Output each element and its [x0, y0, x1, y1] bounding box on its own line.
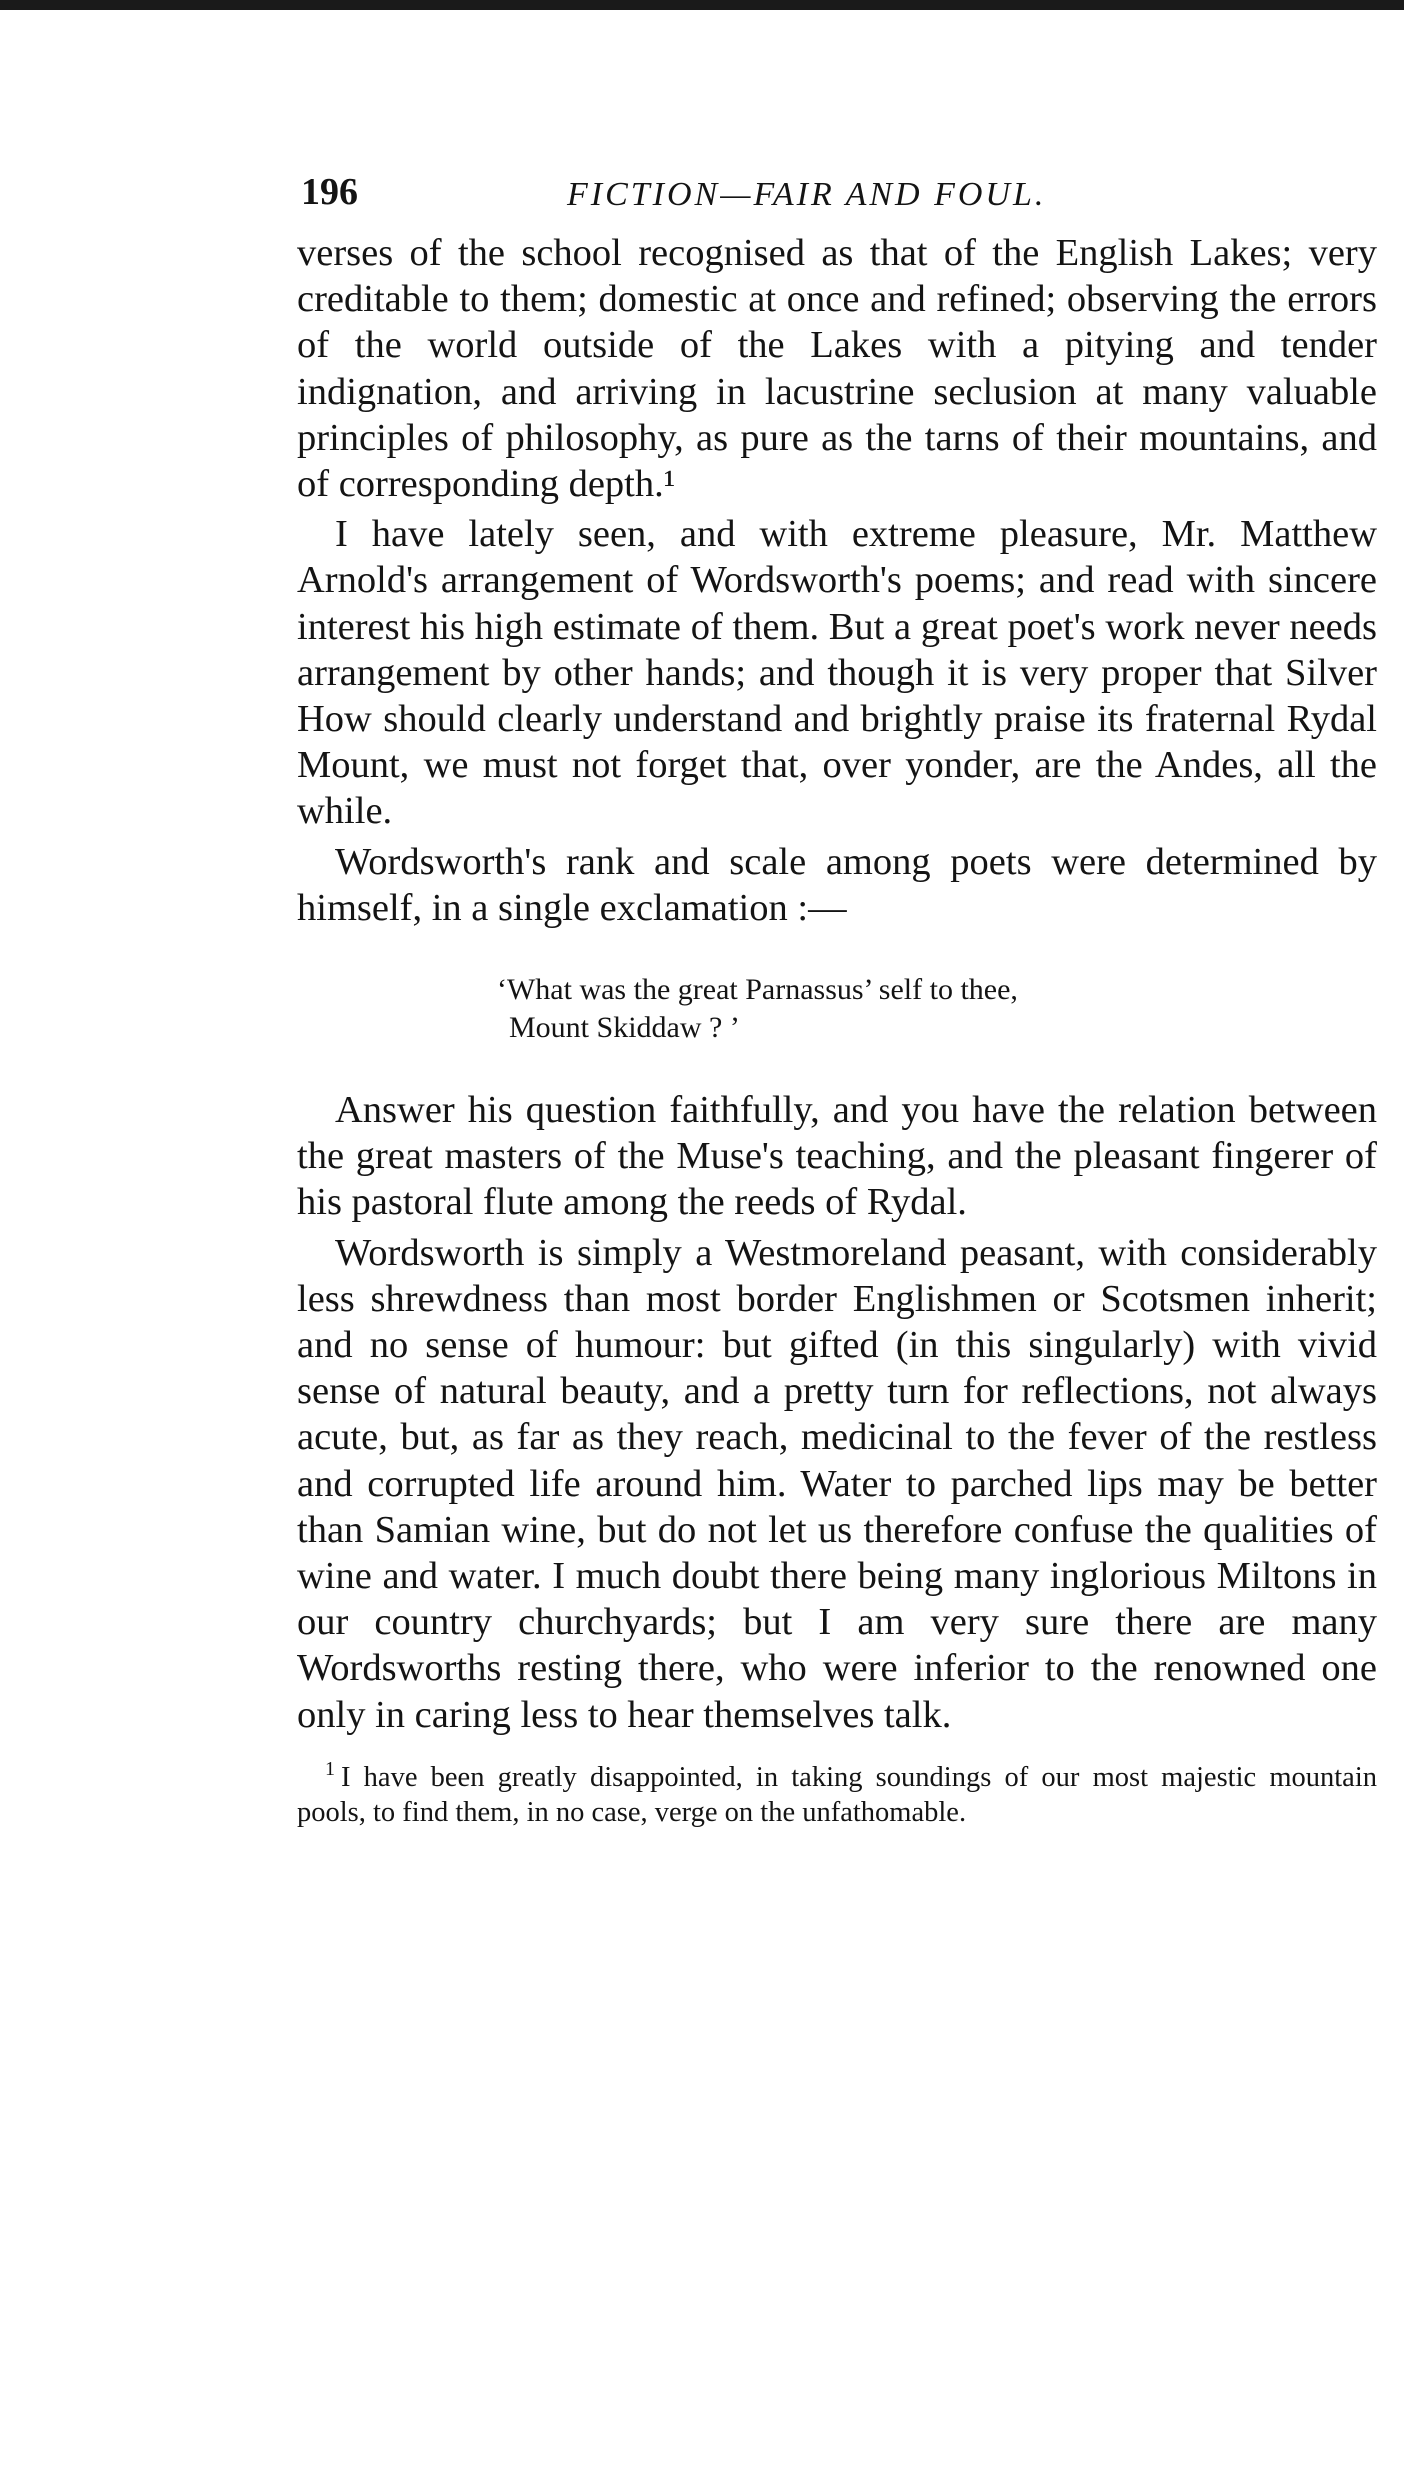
running-head: [297, 160, 1377, 230]
body-text: [297, 230, 1377, 1738]
quotation-line-2: Mount Skiddaw ? ’: [509, 1011, 740, 1045]
paragraph-rank-and-scale: Wordsworth's rank and scale among poets were determined by himself, in a single exclamation :—: [297, 840, 1377, 929]
footnote-text: I have been greatly disappointed, in taking soundings of our most majestic mountain pools, to find them, in no case, verge on the unfathomable.: [297, 1761, 1377, 1828]
paragraph-arnold-arrangement: I have lately seen, and with extreme pleasure, Mr. Matthew Arnold's arrangement of Wordsworth's poems; and read with sincere interest his high estimate of them. But a great poet's work never needs arrangement by other hands; and though it is very proper that Silver How should clearly understand and brightly praise its fraternal Rydal Mount, we must not forget that, over yonder, are the Andes, all the while.: [297, 513, 1377, 833]
page-number: 196: [301, 171, 358, 213]
quotation-line-1: ‘What was the great Parnassus’ self to thee,: [497, 973, 1018, 1007]
footnote: [297, 1760, 1377, 1830]
book-page: [297, 160, 1377, 1830]
running-title: FICTION—FAIR AND FOUL.: [567, 176, 1047, 213]
block-quotation: [497, 971, 1377, 1047]
paragraph-westmoreland-peasant: Wordsworth is simply a Westmoreland peasant, with considerably less shrewdness than most border Englishmen or Scotsmen inherit; and no sense of humour: but gifted (in this singularly) with vivid sense of natural beauty, and a pretty turn for reflections, not always acute, but, as far as they reach, medicinal to the fever of the restless and corrupted life around him. Water to parched lips may be better than Samian wine, but do not let us therefore confuse the qualities of wine and water. I much doubt there being many inglorious Miltons in our country churchyards; but I am very sure there are many Wordsworths resting there, who were inferior to the renowned one only in caring less to hear themselves talk.: [297, 1231, 1377, 1736]
paragraph-continuation: verses of the school recognised as that of the English Lakes; very creditable to them; domestic at once and refined; observing the errors of the world outside of the Lakes with a pitying and tender indignation, and arriving in lacustrine seclusion at many valuable principles of philosophy, as pure as the tarns of their mountains, and of corresponding depth.¹: [297, 232, 1377, 506]
paragraph-answer-question: Answer his question faithfully, and you have the relation between the great masters of the Muse's teaching, and the pleasant fingerer of his pastoral flute among the reeds of Rydal.: [297, 1089, 1377, 1224]
footnote-marker: 1: [325, 1758, 335, 1781]
top-edge-rule: [0, 0, 1404, 10]
